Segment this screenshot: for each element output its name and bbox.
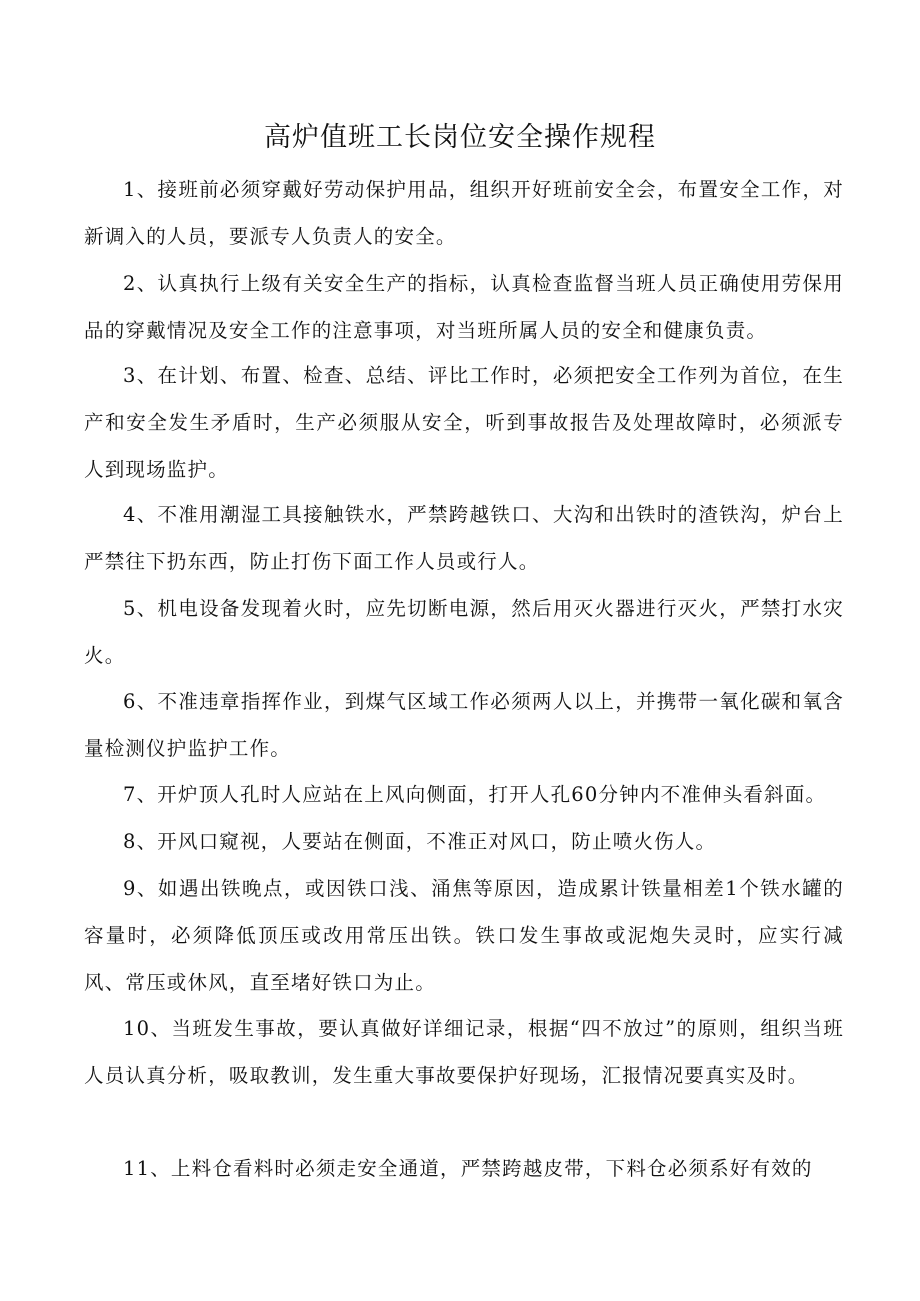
- document-title: 高炉值班工长岗位安全操作规程: [264, 122, 656, 153]
- rule-paragraph-4: 4、不准用潮湿工具接触铁水，严禁跨越铁口、大沟和出铁时的渣铁沟，炉台上严禁往下扔东西，防止打伤下面工作人员或行人。: [84, 503, 844, 573]
- rule-paragraph-9: 9、如遇出铁晚点，或因铁口浅、涌焦等原因，造成累计铁量相差1个铁水罐的容量时，必须降低顶压或改用常压出铁。铁口发生事故或泥炮失灵时，应实行减风、常压或休风，直至堵好铁口为止。: [84, 877, 844, 994]
- rule-paragraph-11: 11、上料仓看料时必须走安全通道，严禁跨越皮带，下料仓必须系好有效的: [123, 1157, 813, 1180]
- rule-paragraph-6: 6、不准违章指挥作业，到煤气区域工作必须两人以上，并携带一氧化碳和氧含量检测仪护监护工作。: [84, 690, 844, 760]
- rule-paragraph-7: 7、开炉顶人孔时人应站在上风向侧面，打开人孔60分钟内不准伸头看斜面。: [123, 783, 827, 806]
- rule-paragraph-1: 1、接班前必须穿戴好劳动保护用品，组织开好班前安全会，布置安全工作，对新调入的人员，要派专人负责人的安全。: [84, 178, 844, 248]
- rule-paragraph-10: 10、当班发生事故，要认真做好详细记录，根据“四不放过”的原则，组织当班人员认真分析，吸取教训，发生重大事故要保护好现场，汇报情况要真实及时。: [84, 1017, 844, 1087]
- rule-paragraph-8: 8、开风口窥视，人要站在侧面，不准正对风口，防止喷火伤人。: [123, 830, 717, 853]
- rule-paragraph-5: 5、机电设备发现着火时，应先切断电源，然后用灭火器进行灭火，严禁打水灾火。: [84, 597, 844, 667]
- rule-paragraph-2: 2、认真执行上级有关安全生产的指标，认真检查监督当班人员正确使用劳保用品的穿戴情况及安全工作的注意事项，对当班所属人员的安全和健康负责。: [84, 272, 844, 342]
- rule-paragraph-3: 3、在计划、布置、检查、总结、评比工作时，必须把安全工作列为首位，在生产和安全发生矛盾时，生产必须服从安全，听到事故报告及处理故障时，必须派专人到现场监护。: [84, 364, 844, 481]
